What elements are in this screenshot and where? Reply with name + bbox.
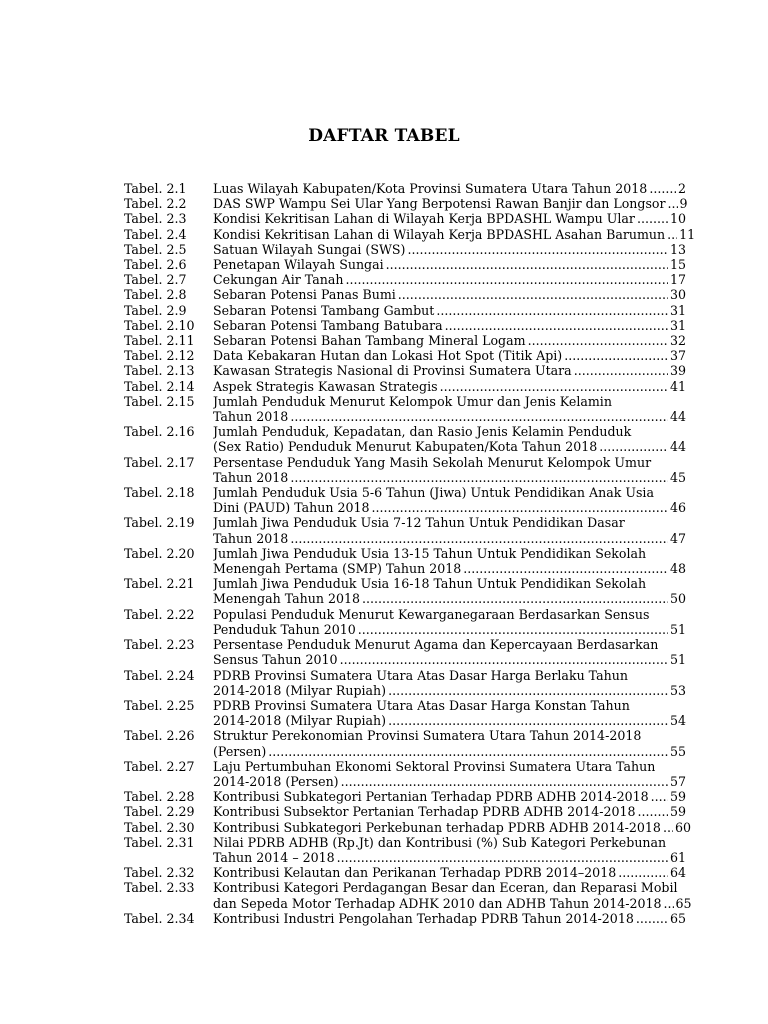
table-title-line: Sebaran Potensi Tambang Batubara <box>213 317 443 333</box>
dot-leader <box>372 500 668 515</box>
table-title-line: 2014-2018 (Milyar Rupiah) <box>213 713 387 729</box>
table-title-line: Cekungan Air Tanah <box>213 272 344 288</box>
dot-leader <box>599 439 668 454</box>
table-title-line: Penetapan Wilayah Sungai <box>213 257 384 273</box>
page-number: 59 <box>669 789 686 805</box>
toc-entry-body <box>213 196 686 211</box>
table-title-line: Kontribusi Kategori Perdagangan Besar dan Eceran, dan Reparasi Mobil <box>213 880 678 896</box>
table-number: Tabel. 2.5 <box>124 241 187 257</box>
dot-leader <box>463 561 668 576</box>
dot-leader <box>358 622 668 637</box>
table-title-last-line <box>213 789 686 804</box>
table-title-line: dan Sepeda Motor Terhadap ADHK 2010 dan ADHB Tahun 2014-2018 <box>213 895 662 911</box>
table-number: Tabel. 2.18 <box>124 485 195 501</box>
toc-entry-body <box>213 303 686 318</box>
toc-entry-body <box>213 698 686 728</box>
dot-leader <box>564 348 668 363</box>
table-number: Tabel. 2.6 <box>124 257 187 273</box>
toc-entry <box>124 211 686 226</box>
page-number: 51 <box>669 652 686 668</box>
page-number: 11 <box>679 226 696 242</box>
toc-entry <box>124 242 686 257</box>
toc-entry <box>124 424 686 454</box>
toc-entry-body <box>213 637 686 667</box>
toc-entry <box>124 546 686 576</box>
toc-entry <box>124 668 686 698</box>
toc-entry <box>124 333 686 348</box>
toc-entry-body <box>213 379 686 394</box>
table-number: Tabel. 2.33 <box>124 880 195 896</box>
table-title-last-line <box>213 819 691 835</box>
table-title-last-line <box>213 196 686 211</box>
page-number: 31 <box>669 317 686 333</box>
page-number: 39 <box>669 363 686 379</box>
table-number: Tabel. 2.8 <box>124 287 187 303</box>
dot-leader <box>436 303 668 318</box>
dot-leader <box>345 272 668 287</box>
toc-entry <box>124 455 686 485</box>
toc-entry-body <box>213 257 686 272</box>
toc-entry-body <box>213 607 686 637</box>
table-title-last-line <box>213 257 686 272</box>
toc-entry-body <box>213 394 686 424</box>
page-number: 46 <box>669 500 686 516</box>
toc-entry-body <box>213 455 686 485</box>
dot-leader <box>290 409 668 424</box>
table-title-line: Sebaran Potensi Bahan Tambang Mineral Logam <box>213 333 526 349</box>
table-number: Tabel. 2.10 <box>124 317 195 333</box>
dot-leader <box>290 531 668 546</box>
toc-entry-body <box>213 668 686 698</box>
table-title-line: Kontribusi Industri Pengolahan Terhadap PDRB Tahun 2014-2018 <box>213 910 634 926</box>
table-title-last-line <box>213 911 686 926</box>
table-title-line: DAS SWP Wampu Sei Ular Yang Berpotensi Rawan Banjir dan Longsor <box>213 196 666 212</box>
page-number: 61 <box>669 849 686 865</box>
toc-entry <box>124 607 686 637</box>
toc-entry-body <box>213 242 686 257</box>
dot-leader <box>618 865 668 880</box>
page-number: 9 <box>679 196 688 212</box>
toc-entry-body <box>213 226 696 242</box>
page-number: 10 <box>669 211 686 227</box>
page-number: 17 <box>669 272 686 288</box>
table-number: Tabel. 2.1 <box>124 181 187 196</box>
table-title-line: Menengah Pertama (SMP) Tahun 2018 <box>213 561 462 577</box>
table-title-last-line <box>213 242 686 257</box>
table-number: Tabel. 2.3 <box>124 211 187 227</box>
table-title-last-line <box>213 622 686 637</box>
table-title-last-line <box>213 363 686 378</box>
table-number: Tabel. 2.23 <box>124 637 195 653</box>
dot-leader <box>388 683 668 698</box>
toc-entry-body <box>213 363 686 378</box>
table-title-last-line <box>213 591 686 606</box>
table-title-line: Penduduk Tahun 2010 <box>213 621 356 637</box>
table-title-last-line <box>213 211 686 226</box>
page-number: 60 <box>674 819 691 835</box>
table-title-last-line <box>213 318 686 333</box>
toc-entry <box>124 728 686 758</box>
dot-leader <box>268 744 668 759</box>
table-title-line: Kondisi Kekritisan Lahan di Wilayah Kerja BPDASHL Asahan Barumun <box>213 226 666 242</box>
toc-entry-body <box>213 789 686 804</box>
toc-entry <box>124 485 686 515</box>
toc-entry-body <box>213 728 686 758</box>
toc-entry-body <box>213 880 692 911</box>
toc-entry-body <box>213 804 686 819</box>
page-number: 44 <box>669 439 686 455</box>
toc-entry <box>124 257 686 272</box>
table-title-last-line <box>213 333 686 348</box>
toc-entry <box>124 363 686 378</box>
page-number: 50 <box>669 591 686 607</box>
table-title-line: Persentase Penduduk Menurut Agama dan Kepercayaan Berdasarkan <box>213 637 659 653</box>
table-title-line: Struktur Perekonomian Provinsi Sumatera Utara Tahun 2014-2018 <box>213 728 642 744</box>
table-title-line: Kontribusi Subsektor Pertanian Terhadap PDRB ADHB 2014-2018 <box>213 804 636 820</box>
table-title-line: Kawasan Strategis Nasional di Provinsi Sumatera Utara <box>213 363 572 379</box>
table-title-line: Nilai PDRB ADHB (Rp.Jt) dan Kontribusi (%) Sub Kategori Perkebunan <box>213 834 667 850</box>
table-number: Tabel. 2.19 <box>124 515 195 531</box>
table-number: Tabel. 2.15 <box>124 393 195 409</box>
table-title-line: Tahun 2018 <box>213 409 289 425</box>
table-title-line: 2014-2018 (Milyar Rupiah) <box>213 682 387 698</box>
page-number: 59 <box>669 804 686 820</box>
toc-entry <box>124 698 686 728</box>
table-title-last-line <box>213 774 686 789</box>
table-title-line: Sebaran Potensi Panas Bumi <box>213 287 396 303</box>
table-number: Tabel. 2.25 <box>124 697 195 713</box>
table-title-line: Jumlah Penduduk Menurut Kelompok Umur dan Jenis Kelamin <box>213 393 612 409</box>
page-number: 15 <box>669 257 686 273</box>
toc-entry <box>124 272 686 287</box>
table-number: Tabel. 2.31 <box>124 834 195 850</box>
page-number: 55 <box>669 743 686 759</box>
toc-entry-body <box>213 911 686 926</box>
toc-entry <box>124 196 686 211</box>
table-title-line: PDRB Provinsi Sumatera Utara Atas Dasar Harga Konstan Tahun <box>213 697 630 713</box>
table-number: Tabel. 2.11 <box>124 333 195 349</box>
table-number: Tabel. 2.34 <box>124 910 195 926</box>
toc-entry-body <box>213 485 686 515</box>
toc-entry-body <box>213 181 686 196</box>
toc-entry <box>124 576 686 606</box>
page-number: 30 <box>669 287 686 303</box>
toc-entry <box>124 880 692 911</box>
page-number: 65 <box>675 895 692 911</box>
toc-entry-body <box>213 546 686 576</box>
table-title-line: Sebaran Potensi Tambang Gambut <box>213 302 435 318</box>
table-title-last-line <box>213 303 686 318</box>
dot-leader <box>337 850 668 865</box>
table-number: Tabel. 2.22 <box>124 606 195 622</box>
toc-entry-body <box>213 348 686 363</box>
page-number: 53 <box>669 682 686 698</box>
table-title-line: Aspek Strategis Kawasan Strategis <box>213 378 438 394</box>
page-number: 13 <box>669 241 686 257</box>
table-title-line: (Sex Ratio) Penduduk Menurut Kabupaten/Kota Tahun 2018 <box>213 439 598 455</box>
toc-entry <box>124 226 696 242</box>
table-title-line: 2014-2018 (Persen) <box>213 773 339 789</box>
table-number: Tabel. 2.32 <box>124 865 195 881</box>
table-title-last-line <box>213 348 686 363</box>
page-number: 31 <box>669 302 686 318</box>
page-number: 51 <box>669 621 686 637</box>
toc-entry <box>124 303 686 318</box>
table-title-line: Laju Pertumbuhan Ekonomi Sektoral Provinsi Sumatera Utara Tahun <box>213 758 656 774</box>
dot-leader <box>445 318 668 333</box>
toc-entry-body <box>213 819 691 835</box>
table-title-last-line <box>213 409 686 424</box>
page-number: 65 <box>669 910 686 926</box>
dot-leader <box>668 196 678 211</box>
toc-entry <box>124 348 686 363</box>
table-title-line: Kondisi Kekritisan Lahan di Wilayah Kerja BPDASHL Wampu Ular <box>213 211 635 227</box>
toc-entry <box>124 394 686 424</box>
table-title-line: Sensus Tahun 2010 <box>213 652 338 668</box>
dot-leader <box>663 820 673 835</box>
toc-entry <box>124 379 686 394</box>
toc-entry <box>124 789 686 804</box>
table-title-line: Persentase Penduduk Yang Masih Sekolah Menurut Kelompok Umur <box>213 454 652 470</box>
dot-leader <box>388 713 668 728</box>
toc-entry-body <box>213 515 686 545</box>
table-number: Tabel. 2.27 <box>124 758 195 774</box>
table-number: Tabel. 2.7 <box>124 272 187 288</box>
table-title-line: Luas Wilayah Kabupaten/Kota Provinsi Sumatera Utara Tahun 2018 <box>213 181 648 196</box>
toc-entry-body <box>213 759 686 789</box>
dot-leader <box>290 470 668 485</box>
table-title-line: (Persen) <box>213 743 267 759</box>
toc-entry <box>124 759 686 789</box>
dot-leader <box>440 379 668 394</box>
dot-leader <box>407 242 668 257</box>
table-title-last-line <box>213 683 686 698</box>
table-title-last-line <box>213 500 686 515</box>
page-number: 57 <box>669 773 686 789</box>
dot-leader <box>667 227 677 242</box>
toc-entry-body <box>213 576 686 606</box>
table-title-line: Satuan Wilayah Sungai (SWS) <box>213 241 406 257</box>
page-number: 47 <box>669 530 686 546</box>
table-title-line: Kontribusi Subkategori Perkebunan terhadap PDRB ADHB 2014-2018 <box>213 819 661 835</box>
table-of-contents-list <box>124 181 696 926</box>
dot-leader <box>636 911 668 926</box>
toc-entry <box>124 637 686 667</box>
table-title-last-line <box>213 226 696 242</box>
table-title-last-line <box>213 895 692 911</box>
toc-entry-body <box>213 333 686 348</box>
dot-leader <box>341 774 668 789</box>
table-number: Tabel. 2.14 <box>124 378 195 394</box>
table-number: Tabel. 2.20 <box>124 545 195 561</box>
table-title-line: PDRB Provinsi Sumatera Utara Atas Dasar Harga Berlaku Tahun <box>213 667 628 683</box>
toc-entry <box>124 911 686 926</box>
toc-entry <box>124 865 686 880</box>
page-number: 54 <box>669 713 686 729</box>
table-number: Tabel. 2.17 <box>124 454 195 470</box>
toc-entry-body <box>213 318 686 333</box>
page-title: DAFTAR TABEL <box>308 126 460 146</box>
toc-entry-body <box>213 424 686 454</box>
table-title-line: Tahun 2018 <box>213 530 289 546</box>
table-title-last-line <box>213 652 686 667</box>
toc-entry-body <box>213 865 686 880</box>
table-title-last-line <box>213 804 686 819</box>
table-title-last-line <box>213 561 686 576</box>
page-number: 2 <box>677 181 686 196</box>
table-title-line: Tahun 2018 <box>213 469 289 485</box>
table-number: Tabel. 2.13 <box>124 363 195 379</box>
dot-leader <box>664 896 674 911</box>
dot-leader <box>637 211 668 226</box>
table-title-line: Jumlah Penduduk, Kepadatan, dan Rasio Jenis Kelamin Penduduk <box>213 424 632 440</box>
table-title-last-line <box>213 850 686 865</box>
page-number: 45 <box>669 469 686 485</box>
table-title-line: Dini (PAUD) Tahun 2018 <box>213 500 370 516</box>
toc-entry <box>124 318 686 333</box>
toc-entry <box>124 804 686 819</box>
table-title-last-line <box>213 439 686 454</box>
table-title-last-line <box>213 181 686 196</box>
table-number: Tabel. 2.26 <box>124 728 195 744</box>
page-number: 44 <box>669 409 686 425</box>
page-number: 48 <box>669 561 686 577</box>
table-title-last-line <box>213 531 686 546</box>
table-number: Tabel. 2.4 <box>124 226 187 242</box>
table-number: Tabel. 2.12 <box>124 348 195 364</box>
table-title-last-line <box>213 865 686 880</box>
table-title-line: Tahun 2014 – 2018 <box>213 849 335 865</box>
table-title-last-line <box>213 744 686 759</box>
table-number: Tabel. 2.9 <box>124 302 187 318</box>
table-title-line: Kontribusi Kelautan dan Perikanan Terhadap PDRB 2014–2018 <box>213 865 617 881</box>
toc-entry-body <box>213 272 686 287</box>
table-number: Tabel. 2.21 <box>124 576 195 592</box>
table-title-line: Jumlah Jiwa Penduduk Usia 16-18 Tahun Untuk Pendidikan Sekolah <box>213 576 647 592</box>
dot-leader <box>528 333 668 348</box>
table-title-line: Menengah Tahun 2018 <box>213 591 361 607</box>
dot-leader <box>398 287 668 302</box>
toc-entry <box>124 835 686 865</box>
toc-entry-body <box>213 211 686 226</box>
table-title-last-line <box>213 713 686 728</box>
toc-entry-body <box>213 835 686 865</box>
dot-leader <box>651 789 668 804</box>
dot-leader <box>649 181 676 196</box>
toc-entry <box>124 287 686 302</box>
toc-entry-body <box>213 287 686 302</box>
dot-leader <box>574 363 668 378</box>
table-number: Tabel. 2.28 <box>124 789 195 805</box>
table-number: Tabel. 2.2 <box>124 196 187 212</box>
table-number: Tabel. 2.30 <box>124 819 195 835</box>
page-number: 41 <box>669 378 686 394</box>
table-title-line: Kontribusi Subkategori Pertanian Terhadap PDRB ADHB 2014-2018 <box>213 789 649 805</box>
page-number: 32 <box>669 333 686 349</box>
toc-entry <box>124 181 686 196</box>
dot-leader <box>386 257 668 272</box>
page-number: 64 <box>669 865 686 881</box>
dot-leader <box>340 652 668 667</box>
table-title-last-line <box>213 470 686 485</box>
table-title-last-line <box>213 379 686 394</box>
table-title-line: Jumlah Jiwa Penduduk Usia 13-15 Tahun Untuk Pendidikan Sekolah <box>213 545 647 561</box>
toc-entry <box>124 515 686 545</box>
table-number: Tabel. 2.24 <box>124 667 195 683</box>
table-title-line: Jumlah Jiwa Penduduk Usia 7-12 Tahun Untuk Pendidikan Dasar <box>213 515 625 531</box>
table-number: Tabel. 2.29 <box>124 804 195 820</box>
table-title-line: Populasi Penduduk Menurut Kewarganegaraan Berdasarkan Sensus <box>213 606 650 622</box>
table-title-last-line <box>213 272 686 287</box>
dot-leader <box>362 591 668 606</box>
table-title-line: Data Kebakaran Hutan dan Lokasi Hot Spot (Titik Api) <box>213 348 563 364</box>
table-number: Tabel. 2.16 <box>124 424 195 440</box>
table-title-last-line <box>213 287 686 302</box>
dot-leader <box>638 804 668 819</box>
page-number: 37 <box>669 348 686 364</box>
toc-entry <box>124 819 691 835</box>
table-title-line: Jumlah Penduduk Usia 5-6 Tahun (Jiwa) Untuk Pendidikan Anak Usia <box>213 485 654 501</box>
